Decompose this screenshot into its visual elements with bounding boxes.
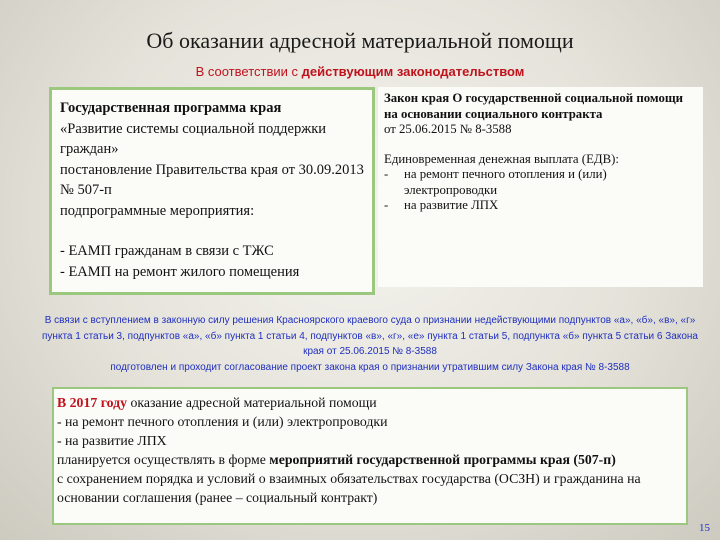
plan-form-bold: мероприятий государственной программы края (507-п) [269,452,616,467]
list-item [384,198,697,214]
plan-conclusion: с сохранением порядка и условий о взаимных обязательствах государства (ОСЗН) и гражданина на основании соглашения (ранее – социальный контракт) [57,471,641,505]
subprogram-label: подпрограммные мероприятия: [60,202,255,219]
bullet-text: на развитие ЛПХ [404,198,499,212]
state-program-box [49,87,375,295]
list-item: - ЕАМП на ремонт жилого помещения [60,263,300,280]
plan-year: В 2017 году [57,395,127,410]
program-name: «Развитие системы социальной поддержки граждан» [60,120,327,157]
state-program-heading: Государственная программа края [60,100,282,116]
list-item: - ЕАМП гражданам в связи с ТЖС [60,243,274,259]
plan-intro-text: оказание адресной материальной помощи [127,395,377,410]
plan-intro [57,393,683,412]
list-item [384,167,697,198]
regional-law-box [378,87,703,287]
payment-label: Единовременная денежная выплата (ЕДВ): [384,151,619,166]
regional-law-heading: Закон края О государственной социальной помощи на основании социального контракта [384,91,684,121]
law-date: от 25.06.2015 № 8-3588 [384,122,512,136]
note-line: В связи с вступлением в законную силу решения Красноярского краевого суда о признании недействующими подпунктов «а», «б», «в», «г» пункта 1 статьи 3, подпунктов «а», «б» пункта 1 статьи 4, подпунктов «в», «г», «е» пункта 1 статьи 5, подпункта «б» пункта 5 статьи 6 Закона края от 25.06.2015 № 8-3588 [42,315,698,357]
bullet-text: на ремонт печного отопления и (или) электропроводки [404,167,607,197]
decree-text: постановление Правительства края от 30.09.2013 № 507-п [60,161,364,198]
bullet-mark: - [384,167,389,181]
list-item: - на развитие ЛПХ [57,433,167,448]
slide-title: Об оказании адресной материальной помощи [146,28,574,53]
plan-form-prefix: планируется осуществлять в форме [57,452,270,467]
subtitle-bold: действующим законодательством [301,64,525,79]
court-decision-note [40,313,700,375]
plan-2017-box [52,387,688,525]
page-number: 15 [699,522,710,534]
bullet-mark: - [384,198,389,212]
subtitle [0,64,720,79]
subtitle-prefix: В соответствии с [195,64,302,79]
plan-form [57,450,683,469]
list-item: - на ремонт печного отопления и (или) электропроводки [57,414,388,429]
note-line: подготовлен и проходит согласование проект закона края о признании утратившим силу Закона края № 8-3588 [110,361,630,373]
